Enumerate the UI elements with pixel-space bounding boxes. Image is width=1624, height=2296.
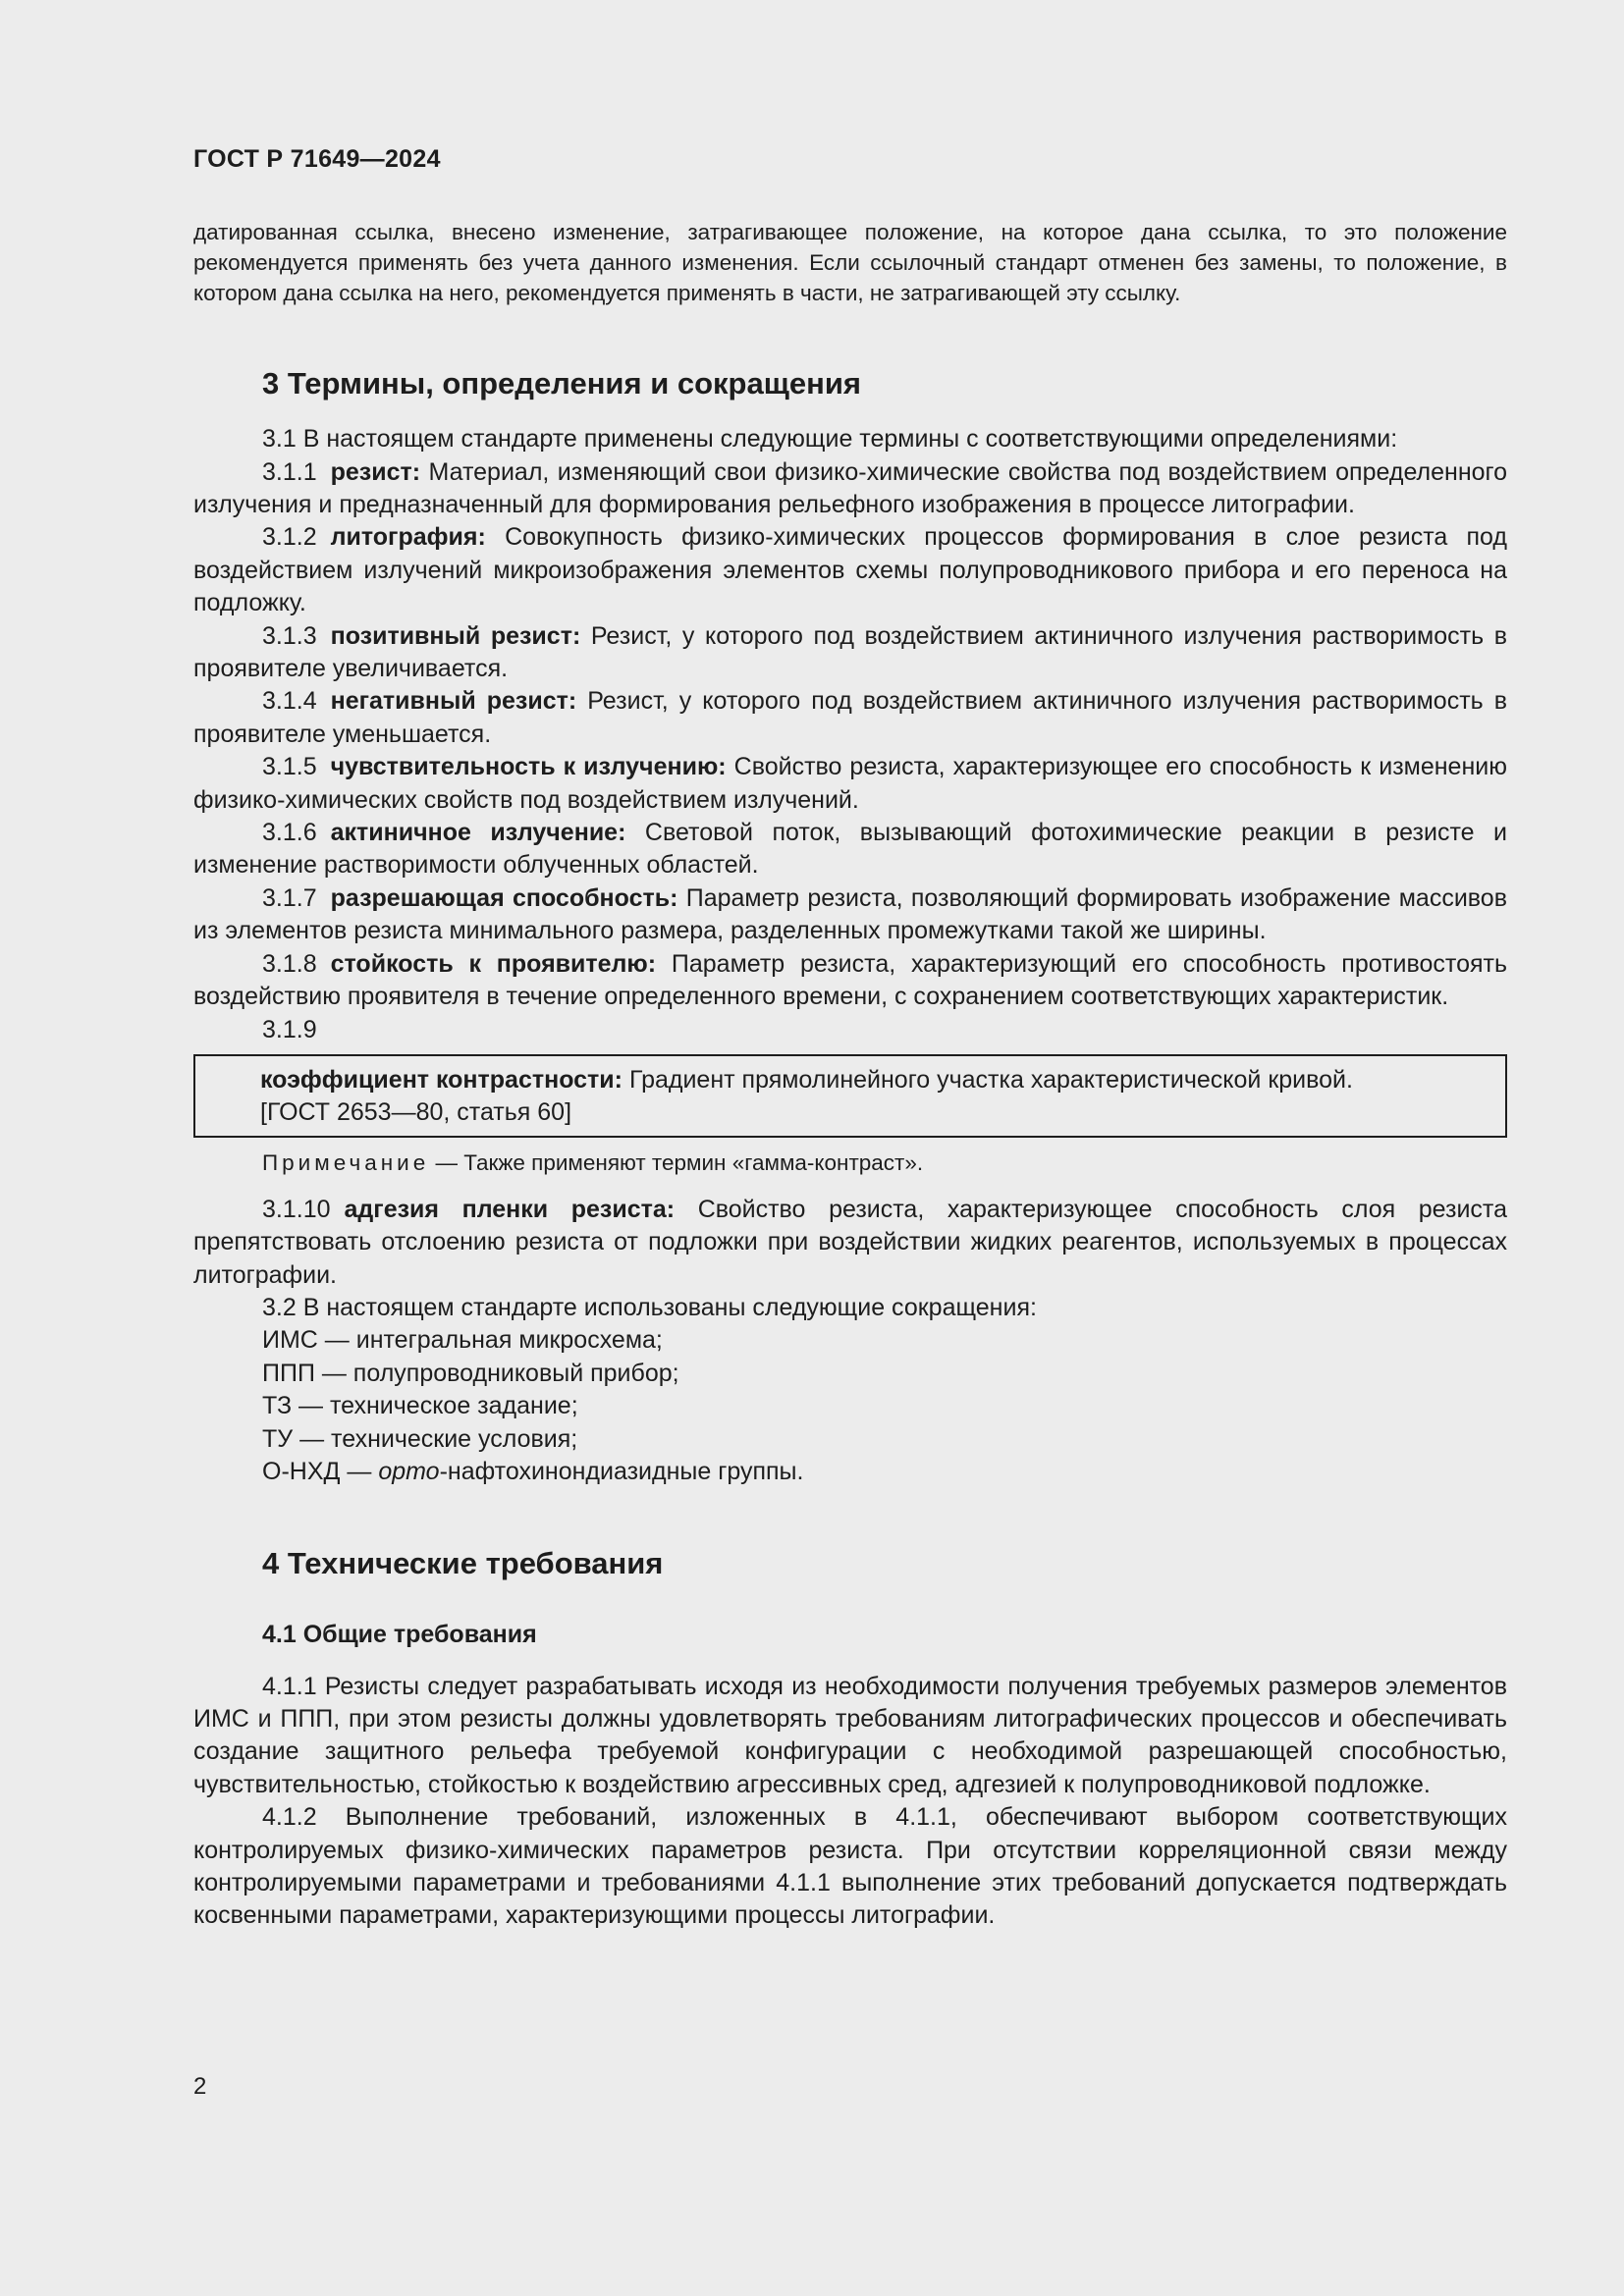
page-number: 2 bbox=[193, 2073, 207, 2100]
abbreviation-suffix: -нафтохинондиазидные группы. bbox=[439, 1457, 804, 1485]
abbreviation-item: ППП — полупроводниковый прибор; bbox=[262, 1359, 679, 1387]
term-definition: Градиент прямолинейного участка характеристической кривой. bbox=[628, 1065, 1353, 1094]
term-number: 3.1.3 bbox=[262, 621, 317, 650]
intro-paragraph: датированная ссылка, внесено изменение, затрагивающее положение, на которое дана ссылка, то это положение рекомендуется применять без учета данного изменения. Если ссылочный стандарт отменен без замены, то положение, в котором дана ссылка на него, рекомендуется применять в части, не затрагивающей эту ссылку. bbox=[193, 220, 1507, 305]
section-4-title: 4 Технические требования bbox=[262, 1546, 664, 1581]
term-number: 3.1.6 bbox=[262, 819, 317, 847]
term-source-reference: [ГОСТ 2653—80, статья 60] bbox=[260, 1098, 572, 1127]
term-definition: Материал, изменяющий свои физико-химические свойства под воздействием определенного излучения и предназначенный для формирования рельефного изображения в процессе литографии. bbox=[193, 457, 1507, 518]
term-number: 3.1.10 bbox=[262, 1195, 331, 1223]
term-definition: Свойство резиста, характеризующее способность слоя резиста препятствовать отслоению резиста от подложки при воздействии жидких реагентов, используемых в процессах литографии. bbox=[193, 1195, 1507, 1289]
term-3-1-3 bbox=[193, 620, 1507, 686]
abbreviation-item: ТУ — технические условия; bbox=[262, 1424, 578, 1453]
term-definition: Резист, у которого под воздействием актиничного излучения растворимость в проявителе уменьшается. bbox=[193, 687, 1507, 748]
term-number: 3.1.8 bbox=[262, 949, 317, 978]
note bbox=[193, 1148, 1507, 1178]
term-name: позитивный резист: bbox=[330, 621, 581, 650]
term-name: адгезия пленки резиста: bbox=[344, 1195, 676, 1223]
abbreviation-item: ИМС — интегральная микросхема; bbox=[262, 1326, 663, 1355]
term-definition: Резист, у которого под воздействием актиничного излучения растворимость в проявителе увеличивается. bbox=[193, 621, 1507, 683]
term-number: 3.1.4 bbox=[262, 687, 317, 716]
abbreviation-prefix: О-НХД — bbox=[262, 1457, 379, 1485]
abbreviation-italic: орто bbox=[378, 1457, 440, 1485]
paragraph-4-1-2: 4.1.2 Выполнение требований, изложенных в 4.1.1, обеспечивают выбором соответствующих контролируемых физико-химических параметров резиста. При отсутствии корреляционной связи между контролируемыми параметрами и требованиями 4.1.1 выполнение этих требований допускается подтверждать косвенными параметрами, характеризующими процессы литографии. bbox=[193, 1803, 1507, 1930]
term-name: литография: bbox=[330, 523, 486, 552]
term-definition: Совокупность физико-химических процессов формирования в слое резиста под воздействием излучений микроизображения элементов схемы полупроводникового прибора и его переноса на подложку. bbox=[193, 523, 1508, 617]
term-3-1-7 bbox=[193, 882, 1507, 948]
term-3-1-10 bbox=[193, 1194, 1507, 1292]
paragraph-3-2: 3.2 В настоящем стандарте использованы следующие сокращения: bbox=[262, 1293, 1037, 1321]
term-name: чувствительность к излучению: bbox=[330, 753, 727, 781]
term-definition: Свойство резиста, характеризующее его способность к изменению физико-химических свойств под воздействием излучений. bbox=[193, 753, 1507, 814]
terms-list bbox=[193, 456, 1507, 1014]
term-3-1-4 bbox=[193, 685, 1507, 751]
term-3-1-2 bbox=[193, 521, 1507, 619]
term-name: резист: bbox=[330, 457, 421, 486]
paragraph-3-1: 3.1 В настоящем стандарте применены следующие термины с соответствующими определениями: bbox=[262, 425, 1398, 454]
term-name: стойкость к проявителю: bbox=[330, 949, 657, 978]
term-number: 3.1.5 bbox=[262, 753, 317, 781]
term-number: 3.1.7 bbox=[262, 883, 317, 912]
term-3-1-9-number: 3.1.9 bbox=[262, 1015, 317, 1043]
term-3-1-6 bbox=[193, 817, 1507, 882]
term-3-1-5 bbox=[193, 751, 1507, 817]
term-name: негативный резист: bbox=[330, 687, 577, 716]
term-name: коэффициент контрастности: bbox=[260, 1065, 623, 1094]
abbreviations-list bbox=[193, 1324, 1507, 1488]
term-name: актиничное излучение: bbox=[330, 819, 626, 847]
term-number: 3.1.2 bbox=[262, 523, 317, 552]
subsection-4-1-title: 4.1 Общие требования bbox=[262, 1620, 537, 1648]
term-definition: Параметр резиста, позволяющий формировать изображение массивов из элементов резиста минимального размера, разделенных промежутками такой же ширины. bbox=[193, 883, 1507, 945]
document-header: ГОСТ Р 71649—2024 bbox=[193, 145, 441, 173]
term-3-1-8 bbox=[193, 948, 1507, 1014]
term-name: разрешающая способность: bbox=[330, 883, 678, 912]
abbreviation-item: ТЗ — техническое задание; bbox=[262, 1392, 578, 1420]
note-text: — Также применяют термин «гамма-контраст». bbox=[429, 1149, 924, 1175]
note-label: Примечание bbox=[262, 1149, 430, 1175]
borrowed-term-box bbox=[193, 1054, 1507, 1138]
section-3-title: 3 Термины, определения и сокращения bbox=[262, 366, 861, 400]
term-definition: Параметр резиста, характеризующий его способность противостоять воздействию проявителя в течение определенного времени, с сохранением соответствующих характеристик. bbox=[193, 949, 1507, 1011]
abbreviation-item bbox=[262, 1456, 1507, 1488]
term-3-1-9 bbox=[260, 1064, 1476, 1096]
term-definition: Световой поток, вызывающий фотохимические реакции в резисте и изменение растворимости облученных областей. bbox=[193, 819, 1507, 880]
paragraph-4-1-1: 4.1.1 Резисты следует разрабатывать исходя из необходимости получения требуемых размеров элементов ИМС и ППП, при этом резисты должны удовлетворять требованиям литографических процессов и обеспечивать создание защитного рельефа требуемой конфигурации с необходимой разрешающей способностью, чувствительностью, стойкостью к воздействию агрессивных сред, адгезией к полупроводниковой подложке. bbox=[193, 1672, 1507, 1798]
term-3-1-1 bbox=[193, 456, 1507, 522]
document-page bbox=[193, 145, 1507, 1933]
term-number: 3.1.1 bbox=[262, 457, 317, 486]
